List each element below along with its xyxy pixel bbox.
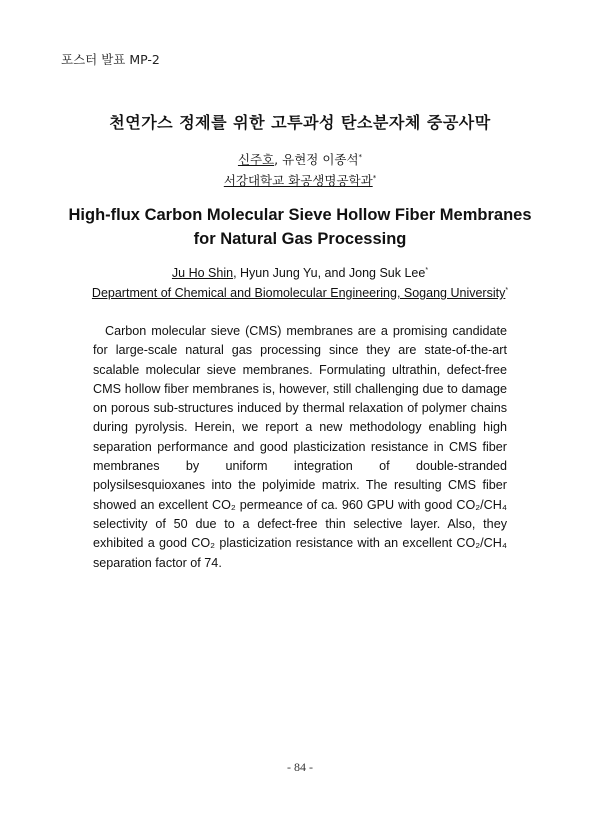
english-other-authors: , Hyun Jung Yu, and Jong Suk Lee (233, 266, 426, 280)
korean-affiliation-mark: * (372, 173, 377, 182)
korean-presenting-author: 신주호 (237, 152, 275, 167)
english-author-mark: * (425, 266, 429, 274)
english-title-line2: for Natural Gas Processing (193, 230, 407, 248)
poster-label: 포스터 발표 MP-2 (61, 52, 160, 67)
abstract (93, 322, 507, 573)
english-affiliation-text: Department of Chemical and Biomolecular Engineering, Sogang University (91, 286, 506, 300)
korean-title: 천연가스 정제를 위한 고투과성 탄소분자체 중공사막 (109, 113, 491, 132)
english-authors (0, 266, 600, 280)
abstract-paragraph: Carbon molecular sieve (CMS) membranes are a promising candidate for large-scale natural gas processing since they are state-of-the-art scalable molecular sieve membranes. Formulating ultrathin, defect-free CMS hollow fiber membranes is, however, still challenging due to damage on porous sub-structures induced by thermal relaxation of polymer chains during pyrolysis. Herein, we report a new methodology enabling high separation performance and good plasticization resistance in CMS fiber membranes by uniform integration of double-stranded polysilsesquioxanes into the polyimide matrix. The resulting CMS fiber showed an excellent CO₂ permeance of ca. 960 GPU with good CO₂/CH₄ selectivity of 50 due to a defect-free thin selective layer. Also, they exhibited a good CO₂ plasticization resistance with an excellent CO₂/CH₄ separation factor of 74. (93, 324, 507, 570)
page-number: - 84 - (287, 760, 313, 774)
english-title-line1: High-flux Carbon Molecular Sieve Hollow Fiber Membranes (68, 206, 532, 224)
korean-other-authors: , 유현정 이종석 (274, 152, 359, 167)
english-affiliation-mark: * (505, 286, 509, 294)
english-presenting-author: Ju Ho Shin (171, 266, 234, 280)
korean-affiliation (0, 171, 600, 189)
english-title (0, 203, 600, 251)
korean-affiliation-text: 서강대학교 화공생명공학과 (223, 173, 373, 188)
english-affiliation (0, 286, 600, 300)
korean-author-mark: * (358, 152, 363, 161)
korean-authors (0, 150, 600, 168)
